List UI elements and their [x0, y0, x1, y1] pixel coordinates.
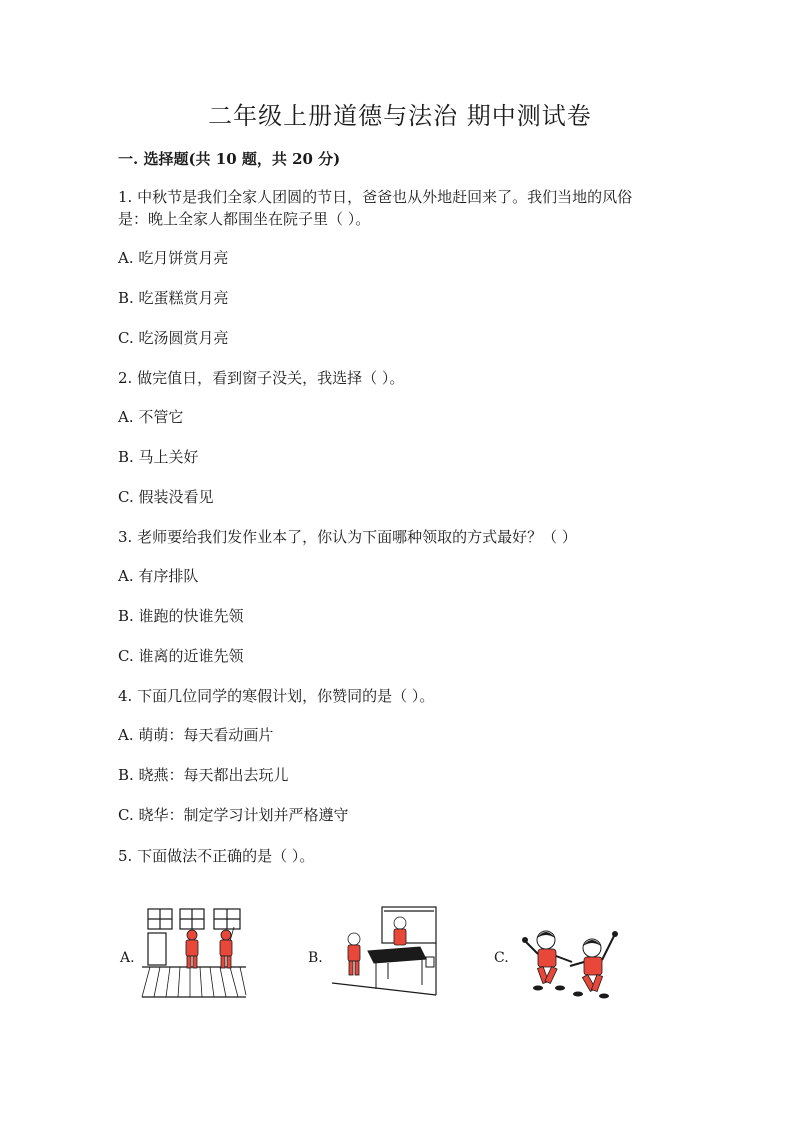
- question-2-option-a: A. 不管它: [118, 408, 184, 426]
- question-3-option-b: B. 谁跑的快谁先领: [118, 607, 244, 625]
- section-heading: 一. 选择题(共 10 题，共 20 分): [118, 150, 341, 168]
- picture-option-a-label: A.: [120, 950, 135, 966]
- question-1-option-a: A. 吃月饼赏月亮: [118, 249, 229, 267]
- question-1-line-1: 1. 中秋节是我们全家人团圆的节日，爸爸也从外地赶回来了。我们当地的风俗: [118, 188, 633, 206]
- question-2-stem: 2. 做完值日，看到窗子没关，我选择（ ）。: [118, 369, 405, 387]
- picture-option-c-label: C.: [494, 950, 509, 966]
- picture-closing-windows: [140, 905, 250, 1000]
- question-2-option-b: B. 马上关好: [118, 448, 199, 466]
- question-5-stem: 5. 下面做法不正确的是（ ）。: [118, 847, 315, 865]
- question-3-stem: 3. 老师要给我们发作业本了，你认为下面哪种领取的方式最好？（ ）: [118, 528, 577, 546]
- question-3-option-c: C. 谁离的近谁先领: [118, 647, 244, 665]
- question-4-stem: 4. 下面几位同学的寒假计划，你赞同的是（ ）。: [118, 687, 435, 705]
- question-4-option-b: B. 晓燕：每天都出去玩儿: [118, 766, 289, 784]
- picture-cleaning-desk: [330, 905, 440, 1000]
- question-1-option-b: B. 吃蛋糕赏月亮: [118, 289, 229, 307]
- question-1-option-c: C. 吃汤圆赏月亮: [118, 329, 229, 347]
- question-4-option-c: C. 晓华：制定学习计划并严格遵守: [118, 806, 349, 824]
- question-3-option-a: A. 有序排队: [118, 567, 199, 585]
- page-title: 二年级上册道德与法治 期中测试卷: [208, 102, 592, 130]
- question-2-option-c: C. 假装没看见: [118, 488, 214, 506]
- question-1-line-2: 是：晚上全家人都围坐在院子里（ ）。: [118, 210, 371, 228]
- question-4-option-a: A. 萌萌：每天看动画片: [118, 726, 274, 744]
- question-1-stem: [118, 186, 688, 230]
- picture-children-fighting: [520, 918, 630, 1003]
- picture-option-b-label: B.: [308, 950, 323, 966]
